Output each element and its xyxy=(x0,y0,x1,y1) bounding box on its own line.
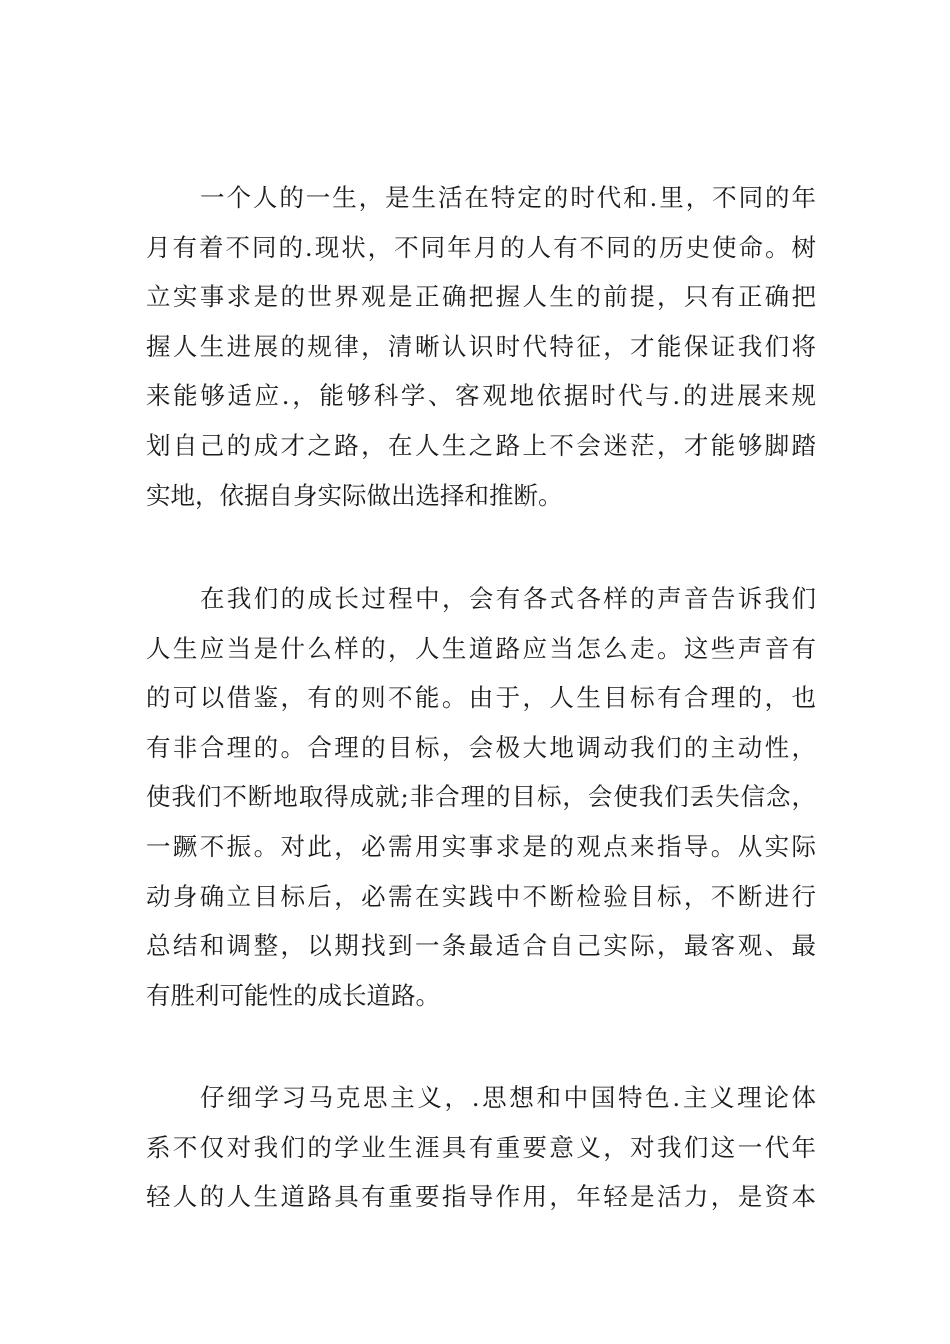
text-line: 的可以借鉴，有的则不能。由于，人生目标有合理的，也 xyxy=(146,683,816,713)
text-line: 系不仅对我们的学业生涯具有重要意义，对我们这一代年 xyxy=(146,1132,816,1162)
text-line: 动身确立目标后，必需在实践中不断检验目标，不断进行 xyxy=(146,881,816,911)
text-line: 使我们不断地取得成就;非合理的目标，会使我们丢失信念， xyxy=(146,782,816,812)
paragraph-1 xyxy=(146,173,816,520)
paragraph-2 xyxy=(146,574,816,1020)
text-line: 轻人的人生道路具有重要指导作用，年轻是活力，是资本 xyxy=(146,1182,816,1212)
text-line: 仔细学习马克思主义，.思想和中国特色.主义理论体 xyxy=(200,1083,816,1112)
text-line: 实地，依据自身实际做出选择和推断。 xyxy=(146,480,563,510)
text-line: 人生应当是什么样的，人生道路应当怎么走。这些声音有 xyxy=(146,633,816,663)
text-line: 一蹶不振。对此，必需用实事求是的观点来指导。从实际 xyxy=(146,831,816,861)
text-line: 总结和调整，以期找到一条最适合自己实际，最客观、最 xyxy=(146,931,816,961)
text-line: 有胜利可能性的成长道路。 xyxy=(146,980,440,1010)
text-line: 划自己的成才之路，在人生之路上不会迷茫，才能够脚踏 xyxy=(146,430,816,460)
text-line: 在我们的成长过程中，会有各式各样的声音告诉我们 xyxy=(200,584,816,613)
paragraph-3 xyxy=(146,1073,816,1222)
text-line: 月有着不同的.现状，不同年月的人有不同的历史使命。树 xyxy=(146,232,816,262)
text-line: 立实事求是的世界观是正确把握人生的前提，只有正确把 xyxy=(146,282,816,312)
text-line: 握人生进展的规律，清晰认识时代特征，才能保证我们将 xyxy=(146,331,816,361)
text-line: 有非合理的。合理的目标，会极大地调动我们的主动性， xyxy=(146,732,816,762)
text-line: 一个人的一生，是生活在特定的时代和.里，不同的年 xyxy=(200,183,816,212)
text-line: 来能够适应.，能够科学、客观地依据时代与.的进展来规 xyxy=(146,381,816,411)
